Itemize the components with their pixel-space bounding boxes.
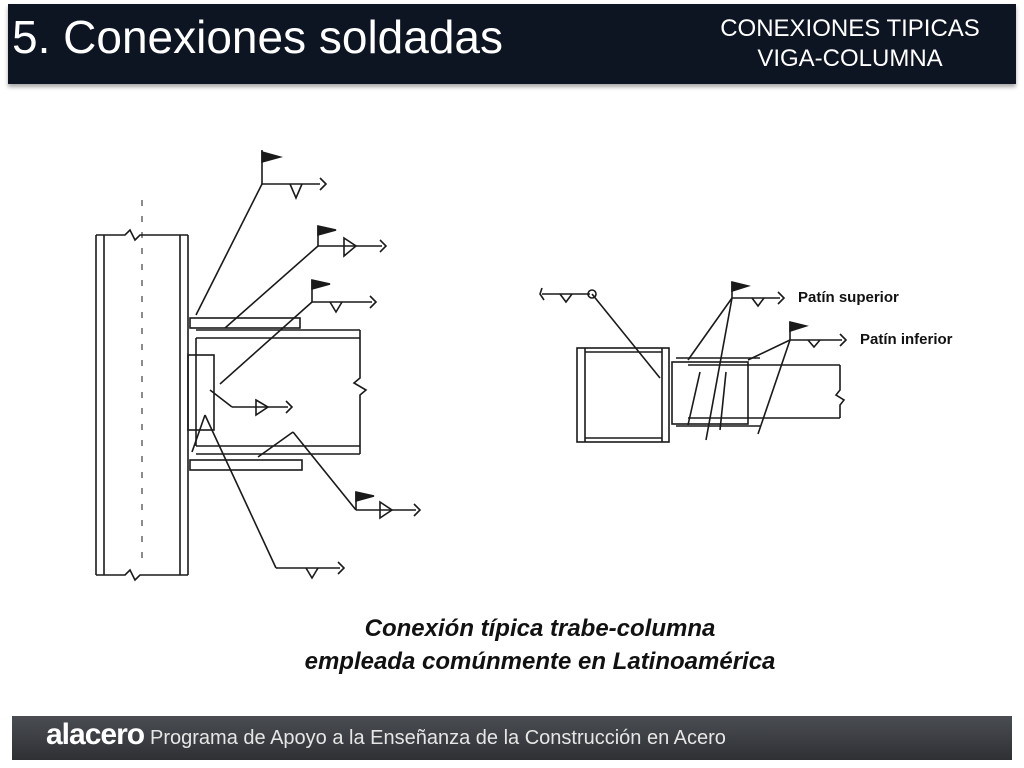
subtitle-line-1: CONEXIONES TIPICAS [720,15,980,42]
footer-bar [12,716,1012,760]
page-title: 5. Conexiones soldadas [12,11,503,63]
label-top-flange: Patín superior [798,289,899,306]
caption-line-2: empleada comúnmente en Latinoamérica [304,648,776,675]
column-elevation [96,200,188,580]
label-bottom-flange: Patín inferior [860,331,953,348]
subtitle-line-2: VIGA-COLUMNA [757,45,943,72]
plan-view [577,348,844,442]
caption-line-1: Conexión típica trabe-columna [364,615,716,642]
weld-symbols-left [192,150,420,578]
figure-caption [230,612,850,678]
footer-program-text: Programa de Apoyo a la Enseñanza de la Construcción en Acero [150,727,726,749]
alacero-logo: alacero [46,718,145,751]
